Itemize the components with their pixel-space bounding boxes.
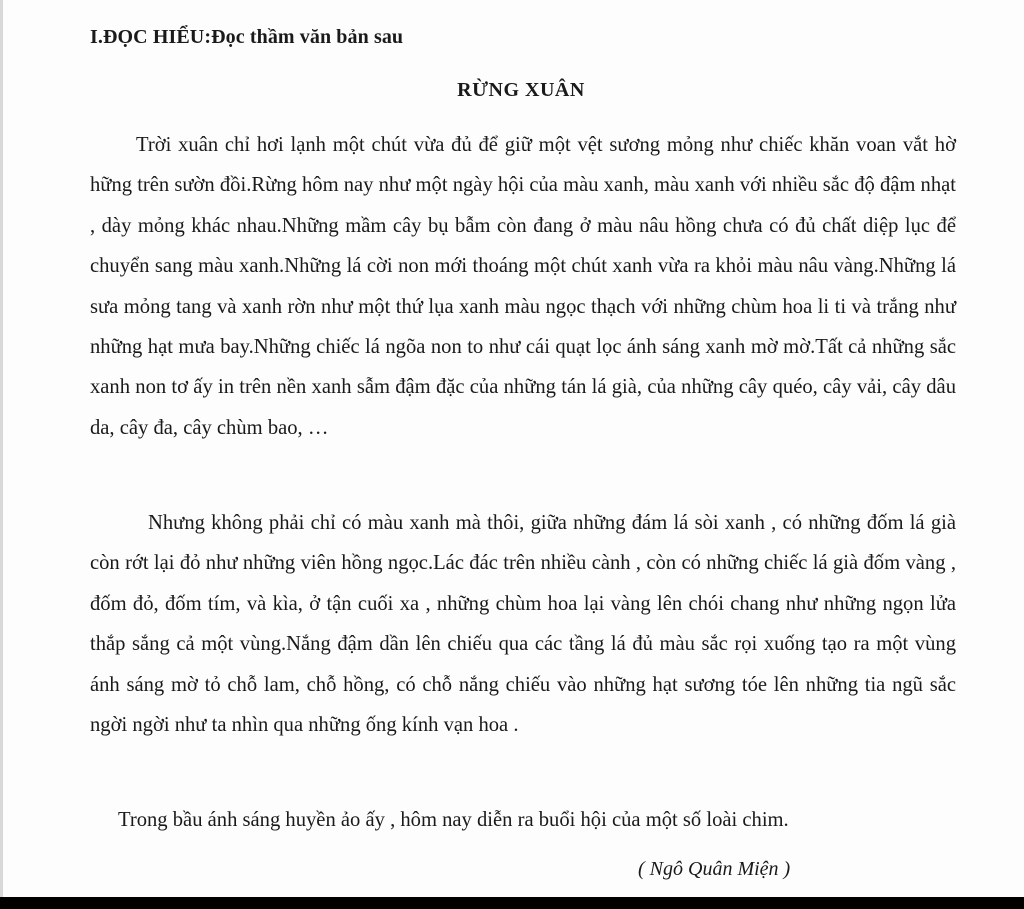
- page-left-edge: [0, 0, 3, 900]
- paragraph-3: Trong bầu ánh sáng huyền ảo ấy , hôm nay diễn ra buổi hội của một số loài chim.: [118, 809, 789, 831]
- text-title: RỪNG XUÂN: [457, 79, 585, 101]
- paragraph-1: Trời xuân chỉ hơi lạnh một chút vừa đủ để giữ một vệt sương mỏng như chiếc khăn voan vắt hờ hững trên sườn đồi.Rừng hôm nay như một ngày hội của màu xanh, màu xanh với nhiều sắc độ đậm nhạt , dày mỏng khác nhau.Những mầm cây bụ bẫm còn đang ở màu nâu hồng chưa có đủ chất diệp lục để chuyển sang màu xanh.Những lá cời non mới thoáng một chút xanh vừa ra khỏi màu nâu vàng.Những lá sưa mỏng tang và xanh rờn như một thứ lụa xanh màu ngọc thạch với những chùm hoa li ti và trắng như những hạt mưa bay.Những chiếc lá ngõa non to như cái quạt lọc ánh sáng xanh mờ mờ.Tất cả những sắc xanh non tơ ấy in trên nền xanh sẫm đậm đặc của những tán lá già, của những cây quéo, cây vải, cây dâu da, cây đa, cây chùm bao, …: [90, 134, 957, 439]
- bottom-bar: [0, 897, 1024, 909]
- section-heading: I.ĐỌC HIỂU:Đọc thầm văn bản sau: [90, 26, 404, 48]
- paragraph-2: Nhưng không phải chỉ có màu xanh mà thôi, giữa những đám lá sòi xanh , có những đốm lá già còn rớt lại đỏ như những viên hồng ngọc.Lác đác trên nhiều cành , còn có những chiếc lá già đốm vàng , đốm đỏ, đốm tím, và kìa, ở tận cuối xa , những chùm hoa lại vàng lên chói chang như những ngọn lửa thắp sắng cả một vùng.Nắng đậm dần lên chiếu qua các tầng lá đủ màu sắc rọi xuống tạo ra một vùng ánh sáng mờ tỏ chỗ lam, chỗ hồng, có chỗ nắng chiếu vào những hạt sương tóe lên những tia ngũ sắc ngời ngời như ta nhìn qua những ống kính vạn hoa .: [90, 512, 956, 737]
- author-credit: ( Ngô Quân Miện ): [638, 858, 791, 880]
